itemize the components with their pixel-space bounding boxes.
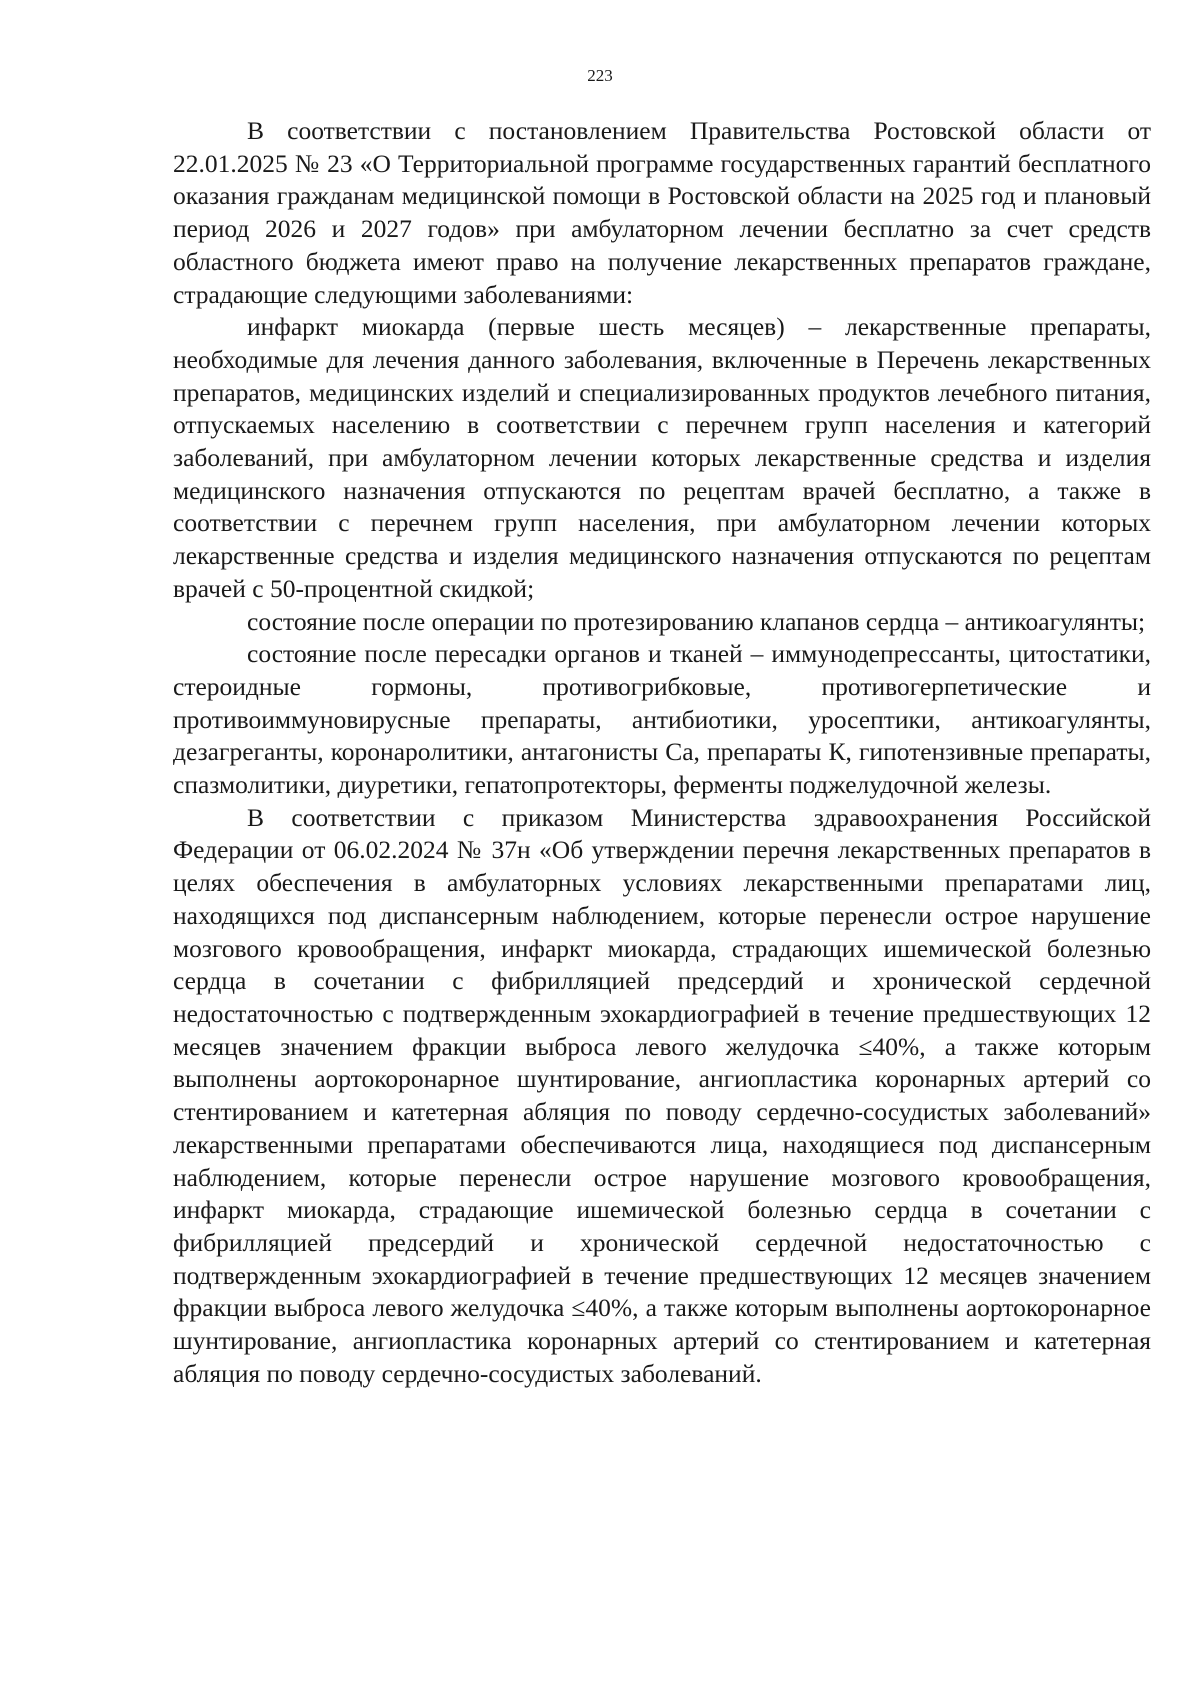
paragraph-heart-valve-prosthesis: состояние после операции по протезированию клапанов сердца – антикоагулянты; xyxy=(247,606,1146,636)
paragraph-organ-transplant: состояние после пересадки органов и тканей – иммунодепрессанты, цитостатики, стероидные гормоны, противогрибковые, противогерпетические и противоиммуновирусные препараты, антибиотики, уросептики, антикоагулянты, дезагреганты, коронаролитики, антагонисты Са, препараты К, гипотензивные препараты, спазмолитики, диуретики, гепатопротекторы, ферменты поджелудочной железы. xyxy=(173,639,1151,800)
paragraph-myocardial-infarction: инфаркт миокарда (первые шесть месяцев) – лекарственные препараты, необходимые для лечения данного заболевания, включенные в Перечень лекарственных препаратов, медицинских изделий и специализированных продуктов лечебного питания, отпускаемых населению в соответствии с перечнем групп населения и категорий заболеваний, при амбулаторном лечении которых лекарственные средства и изделия медицинского назначения отпускаются по рецептам врачей бесплатно, а также в соответствии с перечнем групп населения, при амбулаторном лечении которых лекарственные средства и изделия медицинского назначения отпускаются по рецептам врачей с 50-процентной скидкой; xyxy=(173,312,1151,603)
paragraph-ministry-order: В соответствии с приказом Министерства здравоохранения Российской Федерации от 06.02.2024 № 37н «Об утверждении перечня лекарственных препаратов в целях обеспечения в амбулаторных условиях лекарственными препаратами лиц, находящихся под диспансерным наблюдением, которые перенесли острое нарушение мозгового кровообращения, инфаркт миокарда, страдающих ишемической болезнью сердца в сочетании с фибрилляцией предсердий и хронической сердечной недостаточностью с подтвержденным эхокардиографией в течение предшествующих 12 месяцев значением фракции выброса левого желудочка ≤40%, а также которым выполнены аортокоронарное шунтирование, ангиопластика коронарных артерий со стентированием и катетерная абляция по поводу сердечно-сосудистых заболеваний» лекарственными препаратами обеспечиваются лица, находящиеся под диспансерным наблюдением, которые перенесли острое нарушение мозгового кровообращения, инфаркт миокарда, страдающие ишемической болезнью сердца в сочетании с фибрилляцией предсердий и хронической сердечной недостаточностью с подтвержденным эхокардиографией в течение предшествующих 12 месяцев значением фракции выброса левого желудочка ≤40%, а также которым выполнены аортокоронарное шунтирование, ангиопластика коронарных артерий со стентированием и катетерная абляция по поводу сердечно-сосудистых заболеваний. xyxy=(173,802,1151,1388)
paragraph-regional-decree: В соответствии с постановлением Правительства Ростовской области от 22.01.2025 № 23 «О Территориальной программе государственных гарантий бесплатного оказания гражданам медицинской помощи в Ростовской области на 2025 год и плановый период 2026 и 2027 годов» при амбулаторном лечении бесплатно за счет средств областного бюджета имеют право на получение лекарственных препаратов граждане, страдающие следующими заболеваниями: xyxy=(173,116,1151,309)
page-number: 223 xyxy=(587,66,613,85)
document-body xyxy=(173,115,1151,1390)
